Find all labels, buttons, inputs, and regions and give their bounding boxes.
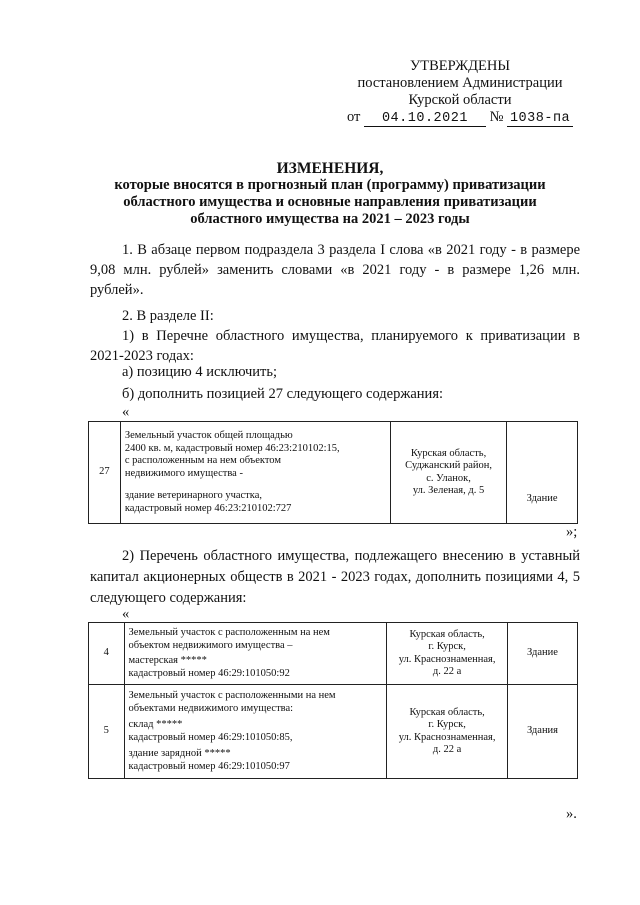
address-line: д. 22 а xyxy=(432,666,462,677)
desc-line: недвижимого имущества - xyxy=(124,467,243,479)
decree-number: 1038-па xyxy=(507,112,573,127)
from-label: от xyxy=(346,109,361,125)
desc-line: объектом недвижимого имущества – xyxy=(128,639,293,651)
property-address xyxy=(387,623,508,685)
desc-line: кадастровый номер 46:29:101050:85, xyxy=(128,731,293,743)
desc-line: здание зарядной ***** xyxy=(128,748,231,759)
approval-block xyxy=(340,58,580,127)
address-line: г. Курск, xyxy=(428,641,466,652)
address-line: д. 22 а xyxy=(432,744,462,755)
address-line: ул. Зеленая, д. 5 xyxy=(412,485,485,496)
desc-line: кадастровый номер 46:29:101050:97 xyxy=(128,760,290,772)
paragraph-4: а) позицию 4 исключить; xyxy=(122,364,278,380)
table-charter-capital-list xyxy=(88,622,578,779)
title-heading: ИЗМЕНЕНИЯ, xyxy=(276,160,384,177)
desc-line: Земельный участок общей площадью xyxy=(124,430,293,441)
desc-line: кадастровый номер 46:29:101050:92 xyxy=(128,667,290,679)
address-line: Курская область, xyxy=(409,628,485,640)
position-number: 27 xyxy=(89,422,121,524)
property-description xyxy=(120,422,390,524)
property-type: Здание xyxy=(507,422,578,524)
property-type: Здание xyxy=(507,623,577,685)
desc-line: Земельный участок с расположенным на нем xyxy=(128,627,330,638)
paragraph-2: 2. В разделе II: xyxy=(122,308,214,324)
property-description xyxy=(124,685,387,779)
position-number: 5 xyxy=(89,685,125,779)
number-label: № xyxy=(489,109,504,125)
document-title xyxy=(60,160,600,228)
approval-region: Курской области xyxy=(408,92,512,108)
paragraph-1: 1. В абзаце первом подраздела 3 раздела I слова «в 2021 году - в размере 9,08 млн. рублей» заменить словами «в 2021 году - в размере 1,26 млн. рублей». xyxy=(90,242,580,298)
property-type: Здания xyxy=(507,685,577,779)
decree-date: 04.10.2021 xyxy=(364,112,486,127)
address-line: Курская область, xyxy=(410,447,487,459)
open-quote-1: « xyxy=(122,404,130,420)
address-line: Курская область, xyxy=(409,706,485,718)
approval-heading: УТВЕРЖДЕНЫ xyxy=(409,58,511,74)
paragraph-5: б) дополнить позицией 27 следующего содержания: xyxy=(122,386,444,402)
table-privatization-list xyxy=(88,421,578,524)
desc-line: здание ветеринарного участка, xyxy=(124,490,262,501)
table-row xyxy=(89,422,578,524)
address-line: Суджанский район, xyxy=(405,460,492,471)
open-quote-2: « xyxy=(122,606,130,622)
desc-line: с расположенным на нем объектом xyxy=(124,455,281,466)
table-row xyxy=(89,685,578,779)
desc-line: кадастровый номер 46:23:210102:727 xyxy=(124,502,292,514)
desc-line: склад ***** xyxy=(128,719,183,730)
title-line-1: которые вносятся в прогнозный план (программу) приватизации xyxy=(114,177,546,193)
approval-authority: постановлением Администрации xyxy=(357,75,563,91)
title-line-3: областного имущества на 2021 – 2023 годы xyxy=(190,211,470,227)
table-row xyxy=(89,623,578,685)
property-address xyxy=(387,685,508,779)
desc-line: мастерская ***** xyxy=(128,655,207,666)
position-number: 4 xyxy=(89,623,125,685)
close-quote-2: ». xyxy=(566,806,577,822)
paragraph-6: 2) Перечень областного имущества, подлежащего внесению в уставный капитал акционерных обществ в 2021 - 2023 годах, дополнить позициями 4, 5 следующего содержания: xyxy=(90,548,580,606)
approval-date-line xyxy=(340,109,580,127)
close-quote-1: »; xyxy=(566,524,578,540)
address-line: ул. Краснознаменная, xyxy=(398,731,496,743)
address-line: ул. Краснознаменная, xyxy=(398,653,496,665)
desc-line: 2400 кв. м, кадастровый номер 46:23:210102:15, xyxy=(124,442,340,454)
property-description xyxy=(124,623,387,685)
address-line: г. Курск, xyxy=(428,719,466,730)
address-line: с. Уланок, xyxy=(426,472,471,484)
desc-line: Земельный участок с расположенными на нем xyxy=(128,690,336,701)
paragraph-3: 1) в Перечне областного имущества, планируемого к приватизации в 2021-2023 годах: xyxy=(90,328,580,364)
desc-line: объектами недвижимого имущества: xyxy=(128,702,294,714)
title-line-2: областного имущества и основные направления приватизации xyxy=(123,194,537,210)
property-address xyxy=(391,422,507,524)
